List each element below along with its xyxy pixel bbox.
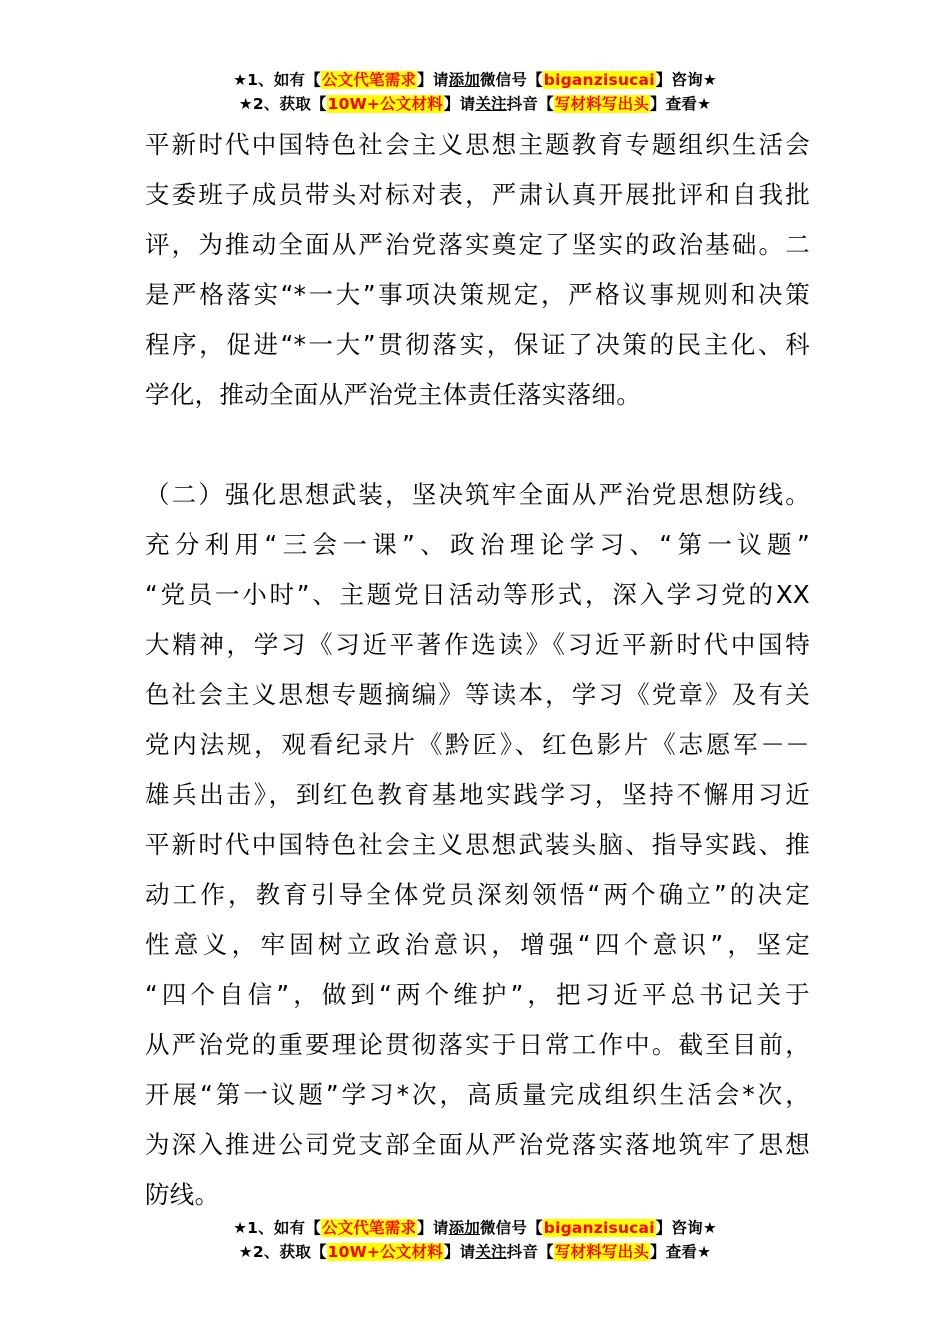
text-line: 平新时代中国特色社会主义思想主题教育专题组织生活会	[145, 130, 810, 159]
promo-text: 】咨询★	[655, 71, 717, 89]
promo-text: 】请	[443, 1243, 476, 1261]
highlight-service: 公文代笔需求	[321, 1219, 417, 1237]
underlined-text: 关注	[475, 1243, 507, 1261]
text-line: 从严治党的重要理论贯彻落实于日常工作中。截至目前，	[145, 1030, 810, 1059]
promo-banner-top	[0, 68, 950, 116]
text-line: 色社会主义思想专题摘编》等读本，学习《党章》及有关	[145, 680, 810, 709]
underlined-text: 添加	[448, 71, 480, 89]
section-heading-line: （二）强化思想武装，坚决筑牢全面从严治党思想防线。	[145, 480, 810, 509]
text-line: 性意义，牢固树立政治意识，增强“四个意识”，坚定	[145, 930, 810, 959]
highlight-douyin: 写材料写出头	[554, 1243, 650, 1261]
promo-line-2	[0, 92, 950, 116]
highlight-wechat-id: biganzisucai	[543, 1219, 655, 1237]
text-line: 动工作，教育引导全体党员深刻领悟“两个确立”的决定	[145, 880, 810, 909]
text-line: 学化，推动全面从严治党主体责任落实落细。	[145, 380, 641, 409]
promo-text: ★1、如有【	[233, 1219, 321, 1237]
text-line: 大精神，学习《习近平著作选读》《习近平新时代中国特	[145, 630, 810, 659]
text-line: 支委班子成员带头对标对表，严肃认真开展批评和自我批	[145, 180, 810, 209]
text-line: 党内法规，观看纪录片《黔匠》、红色影片《志愿军－－	[145, 730, 810, 759]
promo-text: 】请	[417, 1219, 449, 1237]
paragraph-1	[145, 120, 810, 420]
text-line: 是严格落实“*一大”事项决策规定，严格议事规则和决策	[145, 280, 810, 309]
text-line: 防线。	[145, 1180, 220, 1209]
highlight-douyin: 写材料写出头	[554, 95, 650, 113]
highlight-service: 公文代笔需求	[321, 71, 417, 89]
promo-line-1	[0, 1216, 950, 1240]
text-line: 为深入推进公司党支部全面从严治党落实落地筑牢了思想	[145, 1130, 810, 1159]
text-line: 雄兵出击》，到红色教育基地实践学习，坚持不懈用习近	[145, 780, 810, 809]
highlight-materials: 10W+公文材料	[327, 95, 443, 113]
promo-text: 】请	[417, 71, 449, 89]
underlined-text: 关注	[475, 95, 507, 113]
text-line: 充分利用“三会一课”、政治理论学习、“第一议题”	[145, 530, 810, 559]
text-line: “四个自信”，做到“两个维护”，把习近平总书记关于	[145, 980, 810, 1009]
promo-line-2	[0, 1240, 950, 1264]
promo-text: 】请	[443, 95, 476, 113]
promo-text: ★2、获取【	[238, 95, 327, 113]
promo-text: ★2、获取【	[238, 1243, 327, 1261]
text-line: 平新时代中国特色社会主义思想武装头脑、指导实践、推	[145, 830, 810, 859]
promo-text: 抖音【	[506, 1243, 554, 1261]
highlight-materials: 10W+公文材料	[327, 1243, 443, 1261]
underlined-text: 添加	[448, 1219, 480, 1237]
promo-text: 】查看★	[650, 1243, 712, 1261]
promo-text: 】咨询★	[655, 1219, 717, 1237]
promo-line-1	[0, 68, 950, 92]
promo-text: 抖音【	[506, 95, 554, 113]
text-line: “党员一小时”、主题党日活动等形式，深入学习党的XX	[145, 580, 810, 609]
paragraph-2	[145, 470, 810, 1220]
promo-text: 微信号【	[479, 71, 543, 89]
promo-text: ★1、如有【	[233, 71, 321, 89]
promo-banner-bottom	[0, 1216, 950, 1264]
promo-text: 微信号【	[479, 1219, 543, 1237]
text-line: 程序，促进“*一大”贯彻落实，保证了决策的民主化、科	[145, 330, 810, 359]
promo-text: 】查看★	[650, 95, 712, 113]
text-line: 评，为推动全面从严治党落实奠定了坚实的政治基础。二	[145, 230, 810, 259]
text-line: 开展“第一议题”学习*次，高质量完成组织生活会*次，	[145, 1080, 810, 1109]
highlight-wechat-id: biganzisucai	[543, 71, 655, 89]
